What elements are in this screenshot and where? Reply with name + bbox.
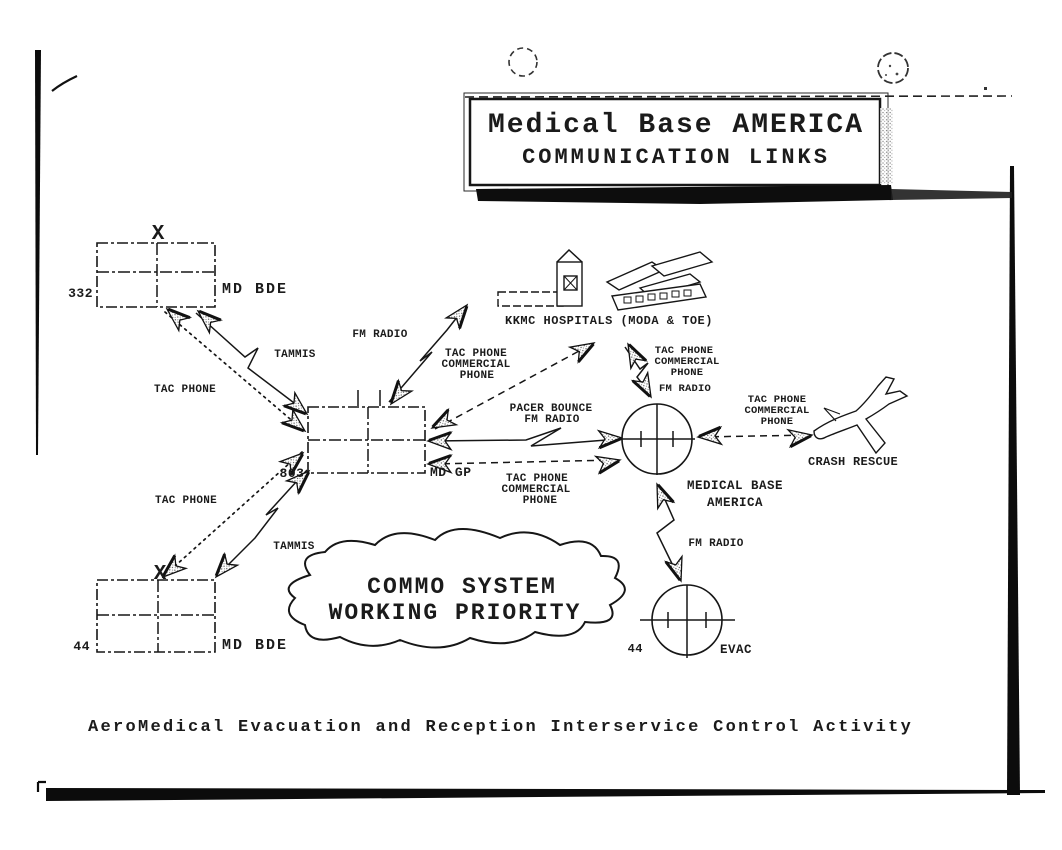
label-mba-crash-phone-3: PHONE <box>760 416 794 428</box>
title-box-shadow <box>476 185 893 204</box>
punch-hole-speck <box>896 73 899 76</box>
title-box <box>464 93 1012 204</box>
node-332-md-bde <box>68 223 288 307</box>
arrowhead <box>596 452 622 473</box>
unit-box <box>97 580 215 652</box>
label-tac-phone-upper: TAC PHONE <box>153 384 217 396</box>
arrowhead <box>446 300 474 329</box>
label-gp-mba-phone-3: PHONE <box>522 495 558 507</box>
arrowhead <box>192 305 220 333</box>
unit-type: MD BDE <box>222 637 289 654</box>
label-tac-phone-lower: TAC PHONE <box>154 495 218 507</box>
tower-roof <box>557 250 582 262</box>
mba-label-line1: MEDICAL BASE <box>686 479 784 493</box>
link-tammis-44-gp <box>218 470 307 575</box>
arrowhead <box>620 340 646 368</box>
bottom-edge-bar <box>46 788 1045 801</box>
right-edge-bar <box>1007 166 1020 795</box>
label-gp-kkmc-phone-3: PHONE <box>459 370 495 382</box>
punch-hole-speck <box>889 65 891 67</box>
arrowhead <box>384 381 412 410</box>
arrowhead <box>210 554 238 583</box>
label-kkmc-mba-phone-1: TAC PHONE <box>654 345 714 357</box>
top-dashed-rule <box>465 96 1012 97</box>
label-mba-evac-fm: FM RADIO <box>688 538 744 550</box>
evac-number: 44 <box>627 642 643 656</box>
hospital-buildings-icon <box>498 250 712 310</box>
crash-rescue-aircraft-icon <box>814 377 907 453</box>
unit-number: 332 <box>68 286 93 301</box>
link-pacer-bounce-gp-mba <box>431 428 619 446</box>
unit-number: 44 <box>73 639 90 654</box>
label-gp-mba-phone-1: TAC PHONE <box>505 473 569 485</box>
unit-number: 803 <box>279 466 305 481</box>
evac-label: EVAC <box>720 643 753 657</box>
node-kkmc-hospitals <box>498 250 713 328</box>
pen-slash-mark <box>52 76 77 91</box>
label-gp-mba-phone-2: COMMERCIAL <box>501 484 571 496</box>
label-fm-radio-gp-kkmc: FM RADIO <box>352 329 408 341</box>
label-kkmc-mba-phone-2: COMMERCIAL <box>654 356 720 368</box>
label-pacer-1: PACER BOUNCE <box>509 403 593 415</box>
label-kkmc-mba-phone-3: PHONE <box>670 367 704 379</box>
punch-hole-left <box>509 48 537 76</box>
title-box-shadow-tail <box>891 189 1012 200</box>
label-kkmc-mba-fm: FM RADIO <box>658 383 712 395</box>
title-line1: Medical Base AMERICA <box>487 110 865 141</box>
crash-rescue-label: CRASH RESCUE <box>807 455 899 469</box>
unit-box <box>97 243 215 307</box>
link-tammis-332-gp <box>196 313 306 412</box>
label-gp-kkmc-phone-1: TAC PHONE <box>444 348 508 360</box>
left-edge-bar <box>35 50 41 455</box>
label-gp-kkmc-phone-2: COMMERCIAL <box>441 359 511 371</box>
arrowhead <box>666 556 689 583</box>
punch-hole-speck <box>885 74 887 76</box>
unit-type: MD GP <box>430 465 472 480</box>
echelon-mark: X <box>153 563 167 586</box>
commo-cloud <box>289 529 625 648</box>
label-pacer-2: FM RADIO <box>524 414 580 426</box>
echelon-mark: X <box>151 223 165 246</box>
hospital-wing <box>498 292 563 306</box>
stray-dot <box>984 87 987 90</box>
arrowhead <box>570 336 598 362</box>
kkmc-label: KKMC HOSPITALS (MODA & TOE) <box>505 314 713 328</box>
label-mba-crash-phone-1: TAC PHONE <box>747 394 807 406</box>
cloud-line2: WORKING PRIORITY <box>328 600 582 626</box>
label-mba-crash-phone-2: COMMERCIAL <box>744 405 810 417</box>
link-tac-phone-332-gp <box>165 312 303 430</box>
title-box-smudge <box>880 108 893 184</box>
node-44-md-bde <box>73 563 288 654</box>
cloud-line1: COMMO SYSTEM <box>367 574 557 600</box>
node-44-evac <box>628 585 752 658</box>
unit-type: MD BDE <box>222 281 289 298</box>
node-crash-rescue <box>808 377 907 469</box>
title-line2: COMMUNICATION LINKS <box>522 145 830 170</box>
label-tammis-lower: TAMMIS <box>273 541 315 553</box>
mba-label-line2: AMERICA <box>706 496 764 510</box>
arrowhead <box>788 427 813 447</box>
arrowhead <box>599 430 623 448</box>
aircraft-body <box>814 377 907 453</box>
punch-hole-right <box>878 53 908 83</box>
barracks-block <box>652 252 712 276</box>
node-medical-base-america <box>620 404 783 510</box>
bottom-corner-mark <box>38 782 46 792</box>
arrowhead <box>649 481 673 509</box>
link-phone-gp-mba <box>431 460 618 464</box>
label-tammis-upper: TAMMIS <box>274 349 316 361</box>
page-caption: AeroMedical Evacuation and Reception Interservice Control Activity <box>88 718 914 737</box>
